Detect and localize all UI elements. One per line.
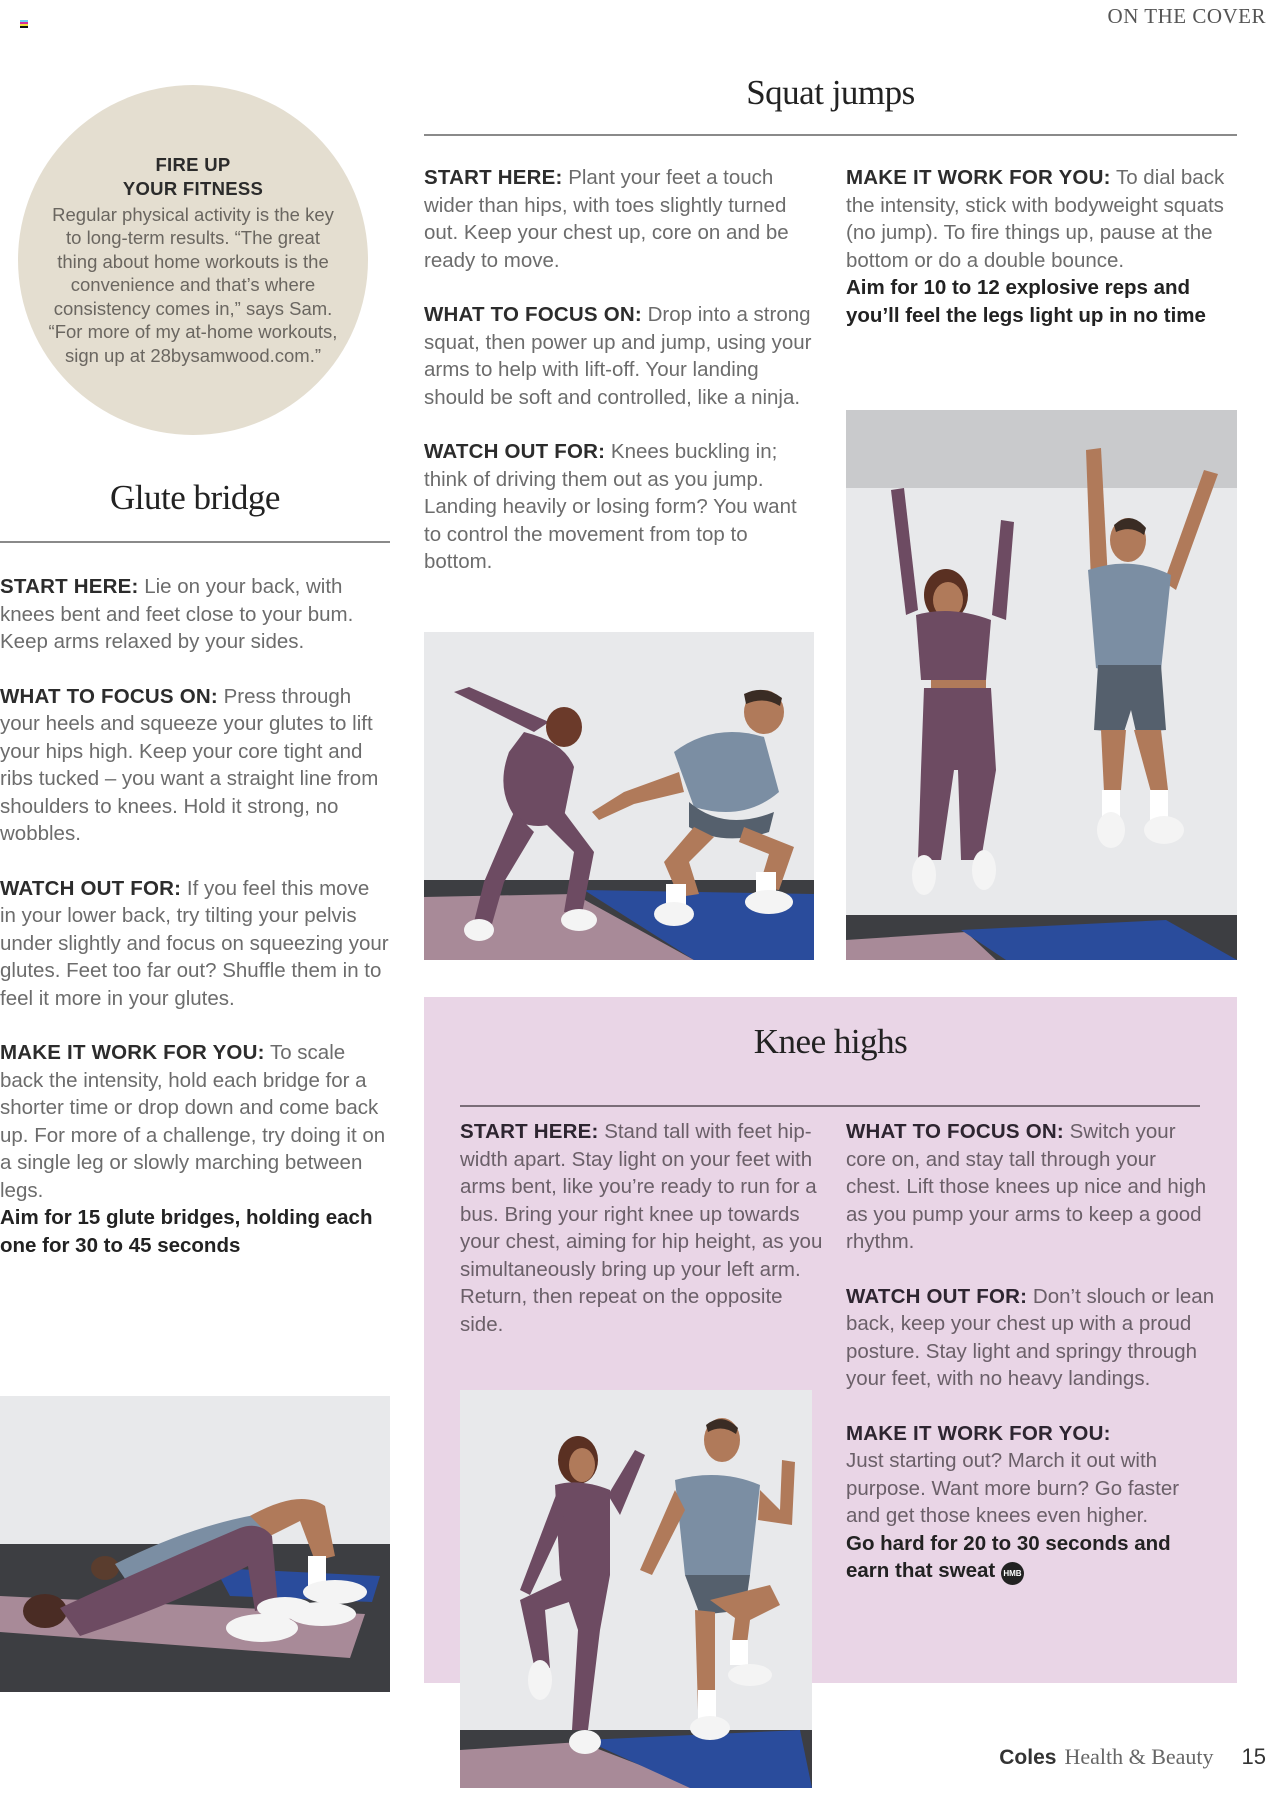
squat-jumps-rule [424, 134, 1237, 136]
glute-start-here: START HERE: Lie on your back, with knees bent and feet close to your bum. Keep arms relaxed by your sides. [0, 575, 354, 653]
print-registration-mark [20, 20, 28, 28]
squat-jumps-photo-squat [424, 632, 814, 960]
callout-title-line1: FIRE UP [155, 153, 231, 175]
glute-bridge-text [0, 573, 390, 1259]
squat-watch-out: WATCH OUT FOR: Knees buckling in; think of driving them out as you jump. Landing heavily or losing form? You want to control the movement from top to bottom. [424, 440, 797, 573]
knee-highs-title: Knee highs [753, 1022, 908, 1061]
knee-highs-rule [460, 1105, 1200, 1107]
knee-highs-text-col2 [846, 1118, 1216, 1585]
footer-brand: Coles [999, 1746, 1057, 1769]
squat-make-it-work: MAKE IT WORK FOR YOU: To dial back the intensity, stick with bodyweight squats (no jump). To fire things up, pause at the bottom or do a double bounce. Aim for 10 to 12 explosive reps and you’ll feel the legs light up in no time [846, 164, 1237, 329]
squat-focus-on: WHAT TO FOCUS ON: Drop into a strong squat, then power up and jump, using your arms to help with lift-off. Your landing should be soft and controlled, like a ninja. [424, 303, 812, 409]
knee-watch-out: WATCH OUT FOR: Don’t slouch or lean back, keep your chest up with a proud posture. Stay light and springy through your feet, with no heavy landings. [846, 1284, 1215, 1390]
knee-make-it-work: MAKE IT WORK FOR YOU: Just starting out? March it out with purpose. Want more burn? Go faster and get those knees even higher. Go hard for 20 to 30 seconds and earn that sweat HMB [846, 1420, 1216, 1586]
glute-focus-on: WHAT TO FOCUS ON: Press through your heels and squeeze your glutes to lift your hips high. Keep your core tight and ribs tucked – you want a straight line from shoulders to knees. Hold it strong, no wobbles. [0, 684, 379, 845]
squat-jumps-title: Squat jumps [746, 73, 915, 112]
squat-jumps-text-col2 [846, 164, 1237, 329]
page-number: 15 [1241, 1744, 1266, 1769]
knee-start-here: START HERE: Stand tall with feet hip-width apart. Stay light on your feet with arms bent, like you’re ready to run for a bus. Bring your right knee up towards your chest, aiming for hip height, as you simultaneously bring up your left arm. Return, then repeat on the opposite side. [460, 1120, 823, 1336]
squat-start-here: START HERE: Plant your feet a touch wider than hips, with toes slightly turned out. Keep your chest up, core on and be ready to move. [424, 166, 789, 272]
squat-target: Aim for 10 to 12 explosive reps and you’ll feel the legs light up in no time [846, 276, 1206, 327]
glute-bridge-title: Glute bridge [110, 478, 280, 517]
section-tag: ON THE COVER [1107, 4, 1266, 28]
glute-make-it-work: MAKE IT WORK FOR YOU: To scale back the intensity, hold each bridge for a shorter time or drop down and come back up. For more of a challenge, try doing it on a single leg or slowly marching between legs. Aim for 15 glute bridges, holding each one for 30 to 45 seconds [0, 1039, 390, 1259]
fitness-callout [18, 85, 368, 435]
glute-target: Aim for 15 glute bridges, holding each one for 30 to 45 seconds [0, 1206, 373, 1257]
knee-focus-on: WHAT TO FOCUS ON: Switch your core on, and stay tall through your chest. Lift those knees up nice and high as you pump your arms to keep a good rhythm. [846, 1120, 1207, 1253]
end-mark-icon: HMB [1001, 1562, 1024, 1585]
callout-body: Regular physical activity is the key to long-term results. “The great thing about home workouts is the convenience and that’s where consistency comes in,” says Sam. “For more of my at-home workouts, sign up at 28bysamwood.com.” [48, 203, 338, 366]
page-footer [999, 1744, 1266, 1770]
knee-highs-photo [460, 1390, 812, 1788]
knee-target: Go hard for 20 to 30 seconds and earn that sweat HMB [846, 1530, 1216, 1586]
squat-jumps-photo-jump [846, 410, 1237, 960]
callout-title-line2: YOUR FITNESS [122, 177, 264, 199]
squat-jumps-text-col1 [424, 164, 819, 576]
glute-bridge-rule [0, 541, 390, 543]
glute-watch-out: WATCH OUT FOR: If you feel this move in your lower back, try tilting your pelvis under slightly and focus on squeezing your glutes. Feet too far out? Shuffle them in to feel it more in your glutes. [0, 876, 389, 1010]
knee-highs-text-col1 [460, 1118, 830, 1338]
footer-magazine: Health & Beauty [1064, 1744, 1214, 1769]
glute-bridge-photo [0, 1396, 390, 1692]
